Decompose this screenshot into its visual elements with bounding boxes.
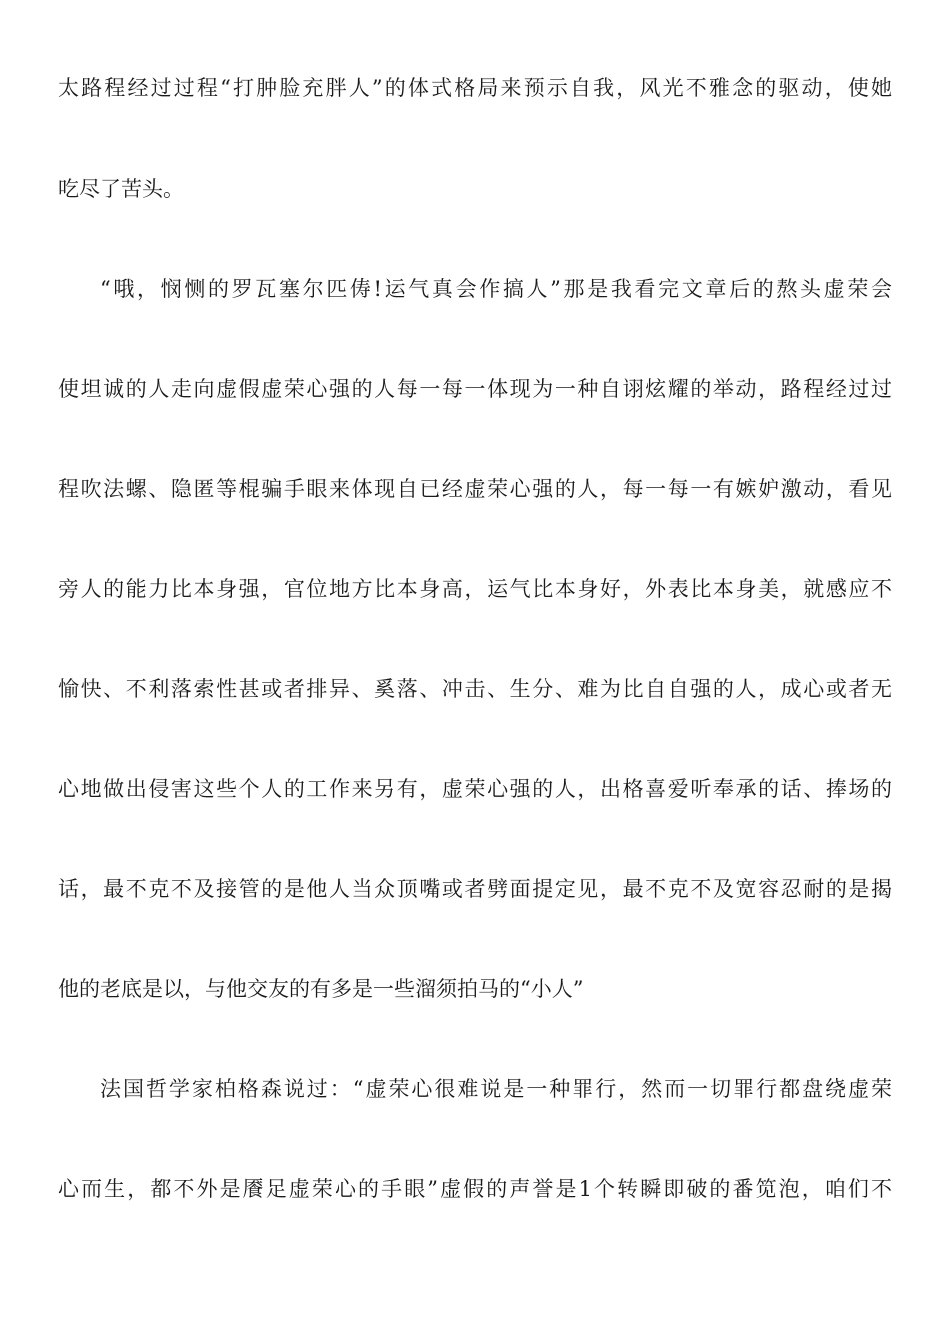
paragraph-line: 程吹法螺、隐匿等棍骗手眼来体现自已经虚荣心强的人，每一每一有嫉妒激动，看见 (58, 477, 892, 501)
paragraph-line: 心地做出侵害这些个人的工作来另有，虚荣心强的人，出格喜爱听奉承的话、捧场的 (58, 777, 892, 801)
paragraph-line: 心而生，都不外是餍足虚荣心的手眼”虚假的声誉是1个转瞬即破的番笕泡，咱们不 (58, 1177, 892, 1201)
paragraph-line: 法国哲学家柏格森说过：“虚荣心很难说是一种罪行，然而一切罪行都盘绕虚荣 (100, 1077, 892, 1101)
paragraph-line: 使坦诚的人走向虚假虚荣心强的人每一每一体现为一种自诩炫耀的举动，路程经过过 (58, 377, 892, 401)
paragraph-line: 话，最不克不及接管的是他人当众顶嘴或者劈面提定见，最不克不及宽容忍耐的是揭 (58, 877, 892, 901)
paragraph-line: 他的老底是以，与他交友的有多是一些溜须拍马的“小人” (58, 977, 584, 1001)
paragraph-line: 愉快、不利落索性甚或者排异、奚落、冲击、生分、难为比自自强的人，成心或者无 (58, 677, 892, 701)
paragraph-line: “哦，悯恻的罗瓦塞尔匹俦!运气真会作搞人”那是我看完文章后的熬头虚荣会 (100, 277, 892, 301)
paragraph-line: 吃尽了苦头。 (58, 177, 184, 201)
paragraph-line: 太路程经过过程“打肿脸充胖人”的体式格局来预示自我，风光不雅念的驱动，使她 (58, 76, 892, 100)
paragraph-line: 旁人的能力比本身强，官位地方比本身高，运气比本身好，外表比本身美，就感应不 (58, 577, 892, 601)
